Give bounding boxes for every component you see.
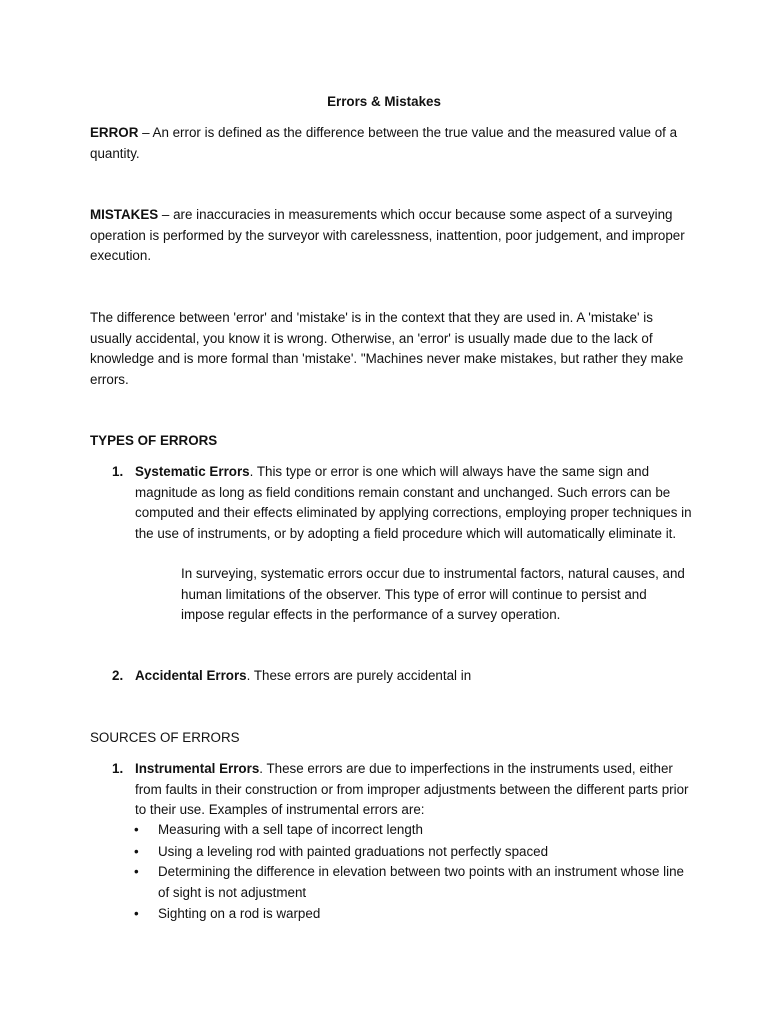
- list-item-text: . These errors are purely accidental in: [246, 668, 472, 683]
- difference-paragraph: The difference between 'error' and 'mistake' is in the context that they are used in. A 'mistake' is usually accidental, you know it is wrong. Otherwise, an 'error' is usually made due to the lack of knowledge and is more formal than 'mistake'. "Machines never make mistakes, but rather they make errors.: [90, 310, 684, 387]
- list-number: 2.: [112, 668, 124, 683]
- mistakes-definition: [90, 205, 690, 267]
- bullet-icon: •: [134, 906, 139, 921]
- list-item-term: Systematic Errors: [135, 464, 250, 479]
- list-number: 1.: [112, 761, 124, 776]
- types-heading: TYPES OF ERRORS: [90, 433, 218, 448]
- error-term: ERROR: [90, 125, 139, 140]
- mistakes-text: – are inaccuracies in measurements which occur because some aspect of a surveying operation is performed by the surveyor with carelessness, inattention, poor judgement, and improper execution.: [90, 207, 685, 264]
- list-item-body: [135, 759, 692, 821]
- bullet-item: [134, 820, 694, 841]
- mistakes-term: MISTAKES: [90, 207, 159, 222]
- sources-heading: SOURCES OF ERRORS: [90, 730, 240, 745]
- bullet-icon: •: [134, 844, 139, 859]
- list-item-instrumental-errors: [112, 759, 692, 821]
- list-item-body: [135, 666, 692, 687]
- bullet-item: [134, 842, 694, 863]
- bullet-text: Using a leveling rod with painted graduations not perfectly spaced: [158, 844, 549, 859]
- list-number: 1.: [112, 464, 124, 479]
- list-item-text: . These errors are due to imperfections in the instruments used, either from faults in their construction or from improper adjustments between the different parts prior to their use. Examples of instrumental errors are:: [135, 761, 689, 818]
- list-item-text: . This type or error is one which will always have the same sign and magnitude as long as field conditions remain constant and unchanged. Such errors can be computed and their effects eliminated by applying corrections, employing proper techniques in the use of instruments, or by adopting a field procedure which will automatically eliminate it.: [135, 464, 692, 541]
- list-item-term: Accidental Errors: [135, 668, 247, 683]
- bullet-text: Sighting on a rod is warped: [158, 906, 321, 921]
- systematic-subparagraph: In surveying, systematic errors occur due to instrumental factors, natural causes, and human limitations of the observer. This type of error will continue to persist and impose regular effects in the performance of a survey operation.: [181, 566, 685, 623]
- list-item-systematic-errors: [112, 462, 692, 544]
- list-item-accidental-errors: [112, 666, 692, 687]
- bullet-item: [134, 904, 694, 925]
- bullet-item: [134, 862, 694, 903]
- bullet-text: Measuring with a sell tape of incorrect length: [158, 822, 423, 837]
- document-title: Errors & Mistakes: [327, 94, 441, 109]
- bullet-icon: •: [134, 864, 139, 879]
- error-definition: [90, 123, 690, 164]
- bullet-text: Determining the difference in elevation between two points with an instrument whose line of sight is not adjustment: [158, 864, 685, 900]
- error-text: – An error is defined as the difference between the true value and the measured value of a quantity.: [90, 125, 678, 161]
- bullet-icon: •: [134, 822, 139, 837]
- list-item-body: [135, 462, 692, 544]
- list-item-term: Instrumental Errors: [135, 761, 260, 776]
